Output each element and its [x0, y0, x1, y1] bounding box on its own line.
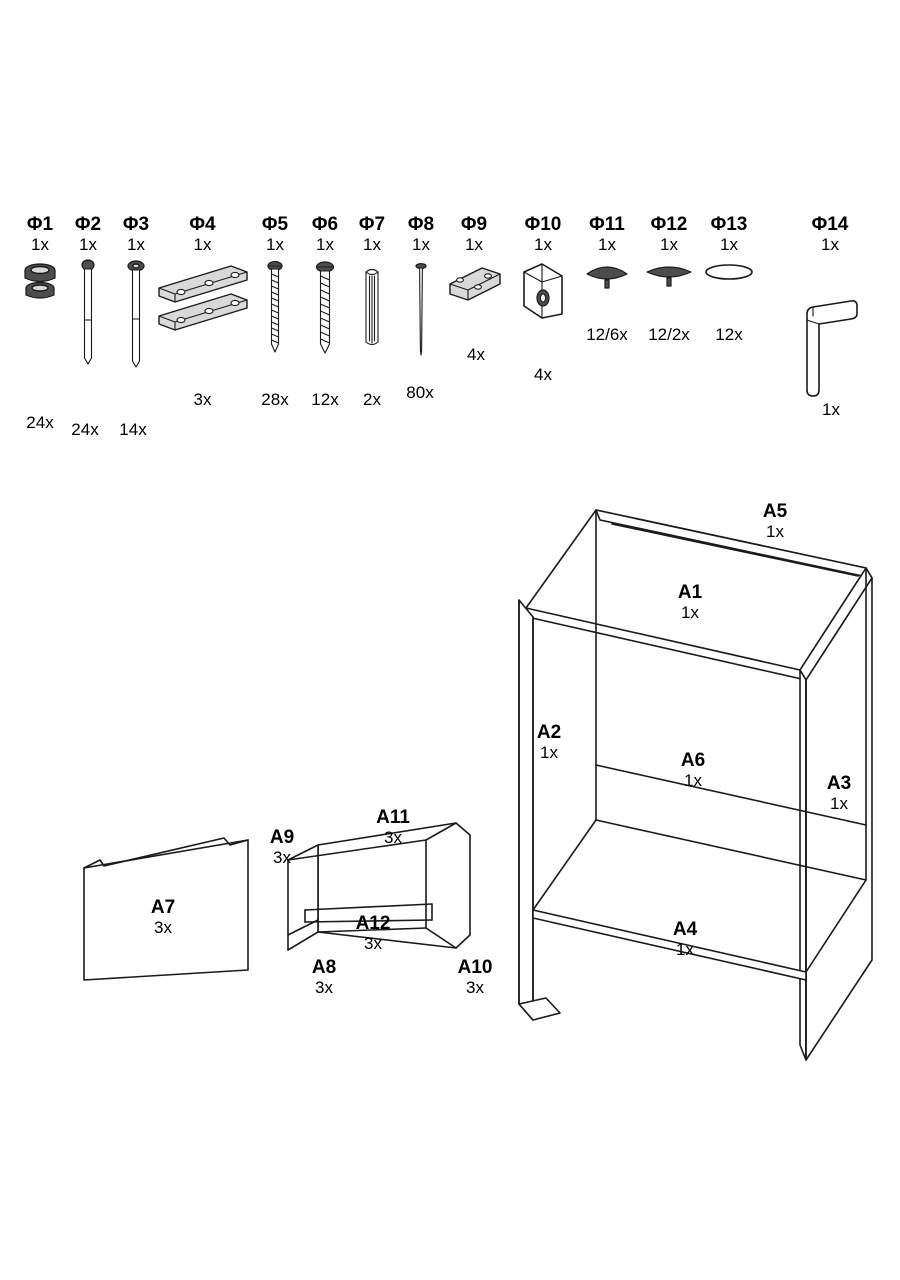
hardware-qty: 12x [715, 325, 743, 344]
part-label-A1 [655, 583, 725, 623]
hardware-code: Φ13 [710, 214, 748, 235]
hardware-qty: 24x [71, 420, 99, 439]
hardware-item-phi6 [300, 214, 350, 409]
part-label-A5 [740, 502, 810, 542]
hardware-packs: 1x [31, 235, 49, 254]
part-label-A9 [258, 828, 306, 868]
hardware-qty: 1x [822, 400, 840, 419]
hardware-qty: 12x [311, 390, 339, 409]
part-code: A1 [677, 582, 703, 603]
sticker-cover-icon [703, 258, 755, 288]
part-code: A5 [762, 501, 788, 522]
hardware-code: Φ5 [261, 214, 289, 235]
nail-icon [412, 258, 430, 363]
hardware-qty: 14x [119, 420, 147, 439]
part-qty: 3x [273, 848, 291, 867]
cap-cover-icon [584, 258, 630, 294]
part-label-A11 [362, 808, 424, 848]
hardware-code: Φ6 [311, 214, 339, 235]
part-qty: 1x [681, 603, 699, 622]
hardware-item-phi11 [578, 214, 636, 344]
hardware-code: Φ12 [650, 214, 688, 235]
dowel-icon [362, 258, 382, 358]
part-code: A2 [536, 722, 562, 743]
part-qty: 3x [315, 978, 333, 997]
hardware-packs: 1x [316, 235, 334, 254]
part-qty: 3x [384, 828, 402, 847]
hardware-packs: 1x [79, 235, 97, 254]
part-qty: 1x [684, 771, 702, 790]
hardware-qty: 24x [26, 413, 54, 432]
part-qty: 1x [676, 940, 694, 959]
drawer-slide-icon [157, 258, 249, 338]
hardware-packs: 1x [193, 235, 212, 254]
part-code: A10 [457, 957, 493, 978]
cam-lock-icon [18, 258, 62, 328]
hardware-item-phi10 [512, 214, 574, 384]
part-code: A11 [376, 807, 410, 828]
part-code: A8 [311, 957, 337, 978]
metal-bracket-icon [446, 258, 502, 318]
hardware-list [0, 215, 900, 475]
hardware-qty: 28x [261, 390, 289, 409]
part-qty: 3x [364, 934, 382, 953]
hardware-item-phi5 [250, 214, 300, 409]
hardware-packs: 1x [598, 235, 616, 254]
hardware-code: Φ9 [460, 214, 488, 235]
hardware-qty: 3x [193, 390, 212, 409]
part-label-A2 [518, 723, 580, 763]
part-label-A6 [658, 751, 728, 791]
hardware-code: Φ11 [589, 214, 625, 235]
hardware-qty: 12/2x [648, 325, 690, 344]
cam-bolt-icon [75, 258, 101, 378]
part-qty: 1x [766, 522, 784, 541]
hardware-qty: 80x [406, 383, 434, 402]
hardware-code: Φ4 [189, 214, 216, 235]
part-label-A10 [446, 958, 504, 998]
hardware-item-phi13 [702, 214, 756, 344]
hardware-code: Φ2 [74, 214, 102, 235]
hardware-packs: 1x [720, 235, 738, 254]
part-label-A8 [298, 958, 350, 998]
hardware-packs: 1x [534, 235, 552, 254]
hardware-item-phi12 [640, 214, 698, 344]
hardware-qty: 4x [534, 365, 552, 384]
part-qty: 1x [830, 794, 848, 813]
allen-key-icon [793, 258, 867, 398]
corner-block-icon [520, 258, 566, 328]
part-qty: 3x [466, 978, 484, 997]
hardware-code: Φ10 [524, 214, 562, 235]
small-screw-icon [264, 258, 286, 363]
part-code: A4 [672, 919, 698, 940]
hardware-item-phi1 [12, 214, 68, 432]
hardware-code: Φ8 [407, 214, 435, 235]
part-label-A3 [808, 774, 870, 814]
parts-diagram [0, 480, 900, 1080]
part-code: A7 [150, 897, 176, 918]
hardware-item-phi8 [398, 214, 444, 402]
part-code: A6 [680, 750, 706, 771]
part-code: A12 [355, 913, 391, 934]
hardware-packs: 1x [660, 235, 678, 254]
hardware-packs: 1x [127, 235, 145, 254]
flat-cap-icon [644, 258, 694, 294]
hardware-item-phi2 [62, 214, 114, 439]
hardware-code: Φ1 [26, 214, 54, 235]
hardware-packs: 1x [266, 235, 284, 254]
part-code: A3 [826, 773, 852, 794]
part-qty: 1x [540, 743, 558, 762]
hardware-qty: 12/6x [586, 325, 628, 344]
part-label-A4 [650, 920, 720, 960]
hardware-code: Φ3 [122, 214, 150, 235]
hardware-qty: 4x [467, 345, 485, 364]
hardware-packs: 1x [363, 235, 381, 254]
part-label-A12 [342, 914, 404, 954]
hardware-item-phi4 [155, 214, 250, 409]
part-code: A9 [269, 827, 295, 848]
hardware-code: Φ7 [358, 214, 386, 235]
hardware-packs: 1x [465, 235, 483, 254]
hardware-qty: 2x [363, 390, 381, 409]
long-bolt-icon [123, 258, 149, 378]
large-screw-icon [313, 258, 337, 363]
part-label-A7 [132, 898, 194, 938]
part-qty: 3x [154, 918, 172, 937]
hardware-item-phi9 [446, 214, 502, 364]
hardware-packs: 1x [412, 235, 430, 254]
hardware-packs: 1x [821, 235, 839, 254]
hardware-item-phi7 [348, 214, 396, 409]
hardware-code: Φ14 [811, 214, 849, 235]
hardware-item-phi14 [790, 214, 870, 419]
